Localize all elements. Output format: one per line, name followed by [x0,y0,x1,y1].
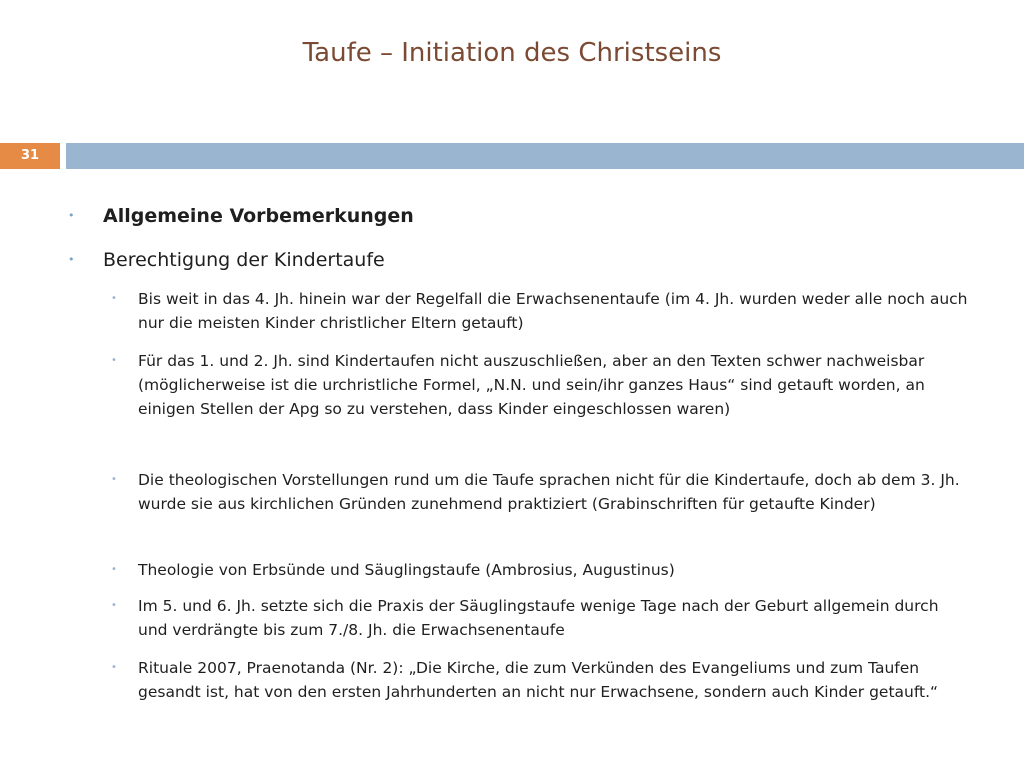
sub-bullet-dot: • [111,600,117,611]
sub-bullet-dot: • [111,662,117,673]
sub-bullet-dot: • [111,564,117,575]
sub-bullet-item: Bis weit in das 4. Jh. hinein war der Regelfall die Erwachsenentaufe (im 4. Jh. wurden weder alle noch auch nur die meisten Kinder christlicher Eltern getauft) [138,290,968,332]
slide-title: Taufe – Initiation des Christseins [302,38,722,68]
bullet-item: Berechtigung der Kindertaufe [103,249,385,271]
sub-bullet-item: Rituale 2007, Praenotanda (Nr. 2): „Die Kirche, die zum Verkünden des Evangeliums und zum Taufen gesandt ist, hat von den ersten Jahrhunderten an nicht nur Erwachsene, sondern auch Kinder getauft.“ [138,659,939,701]
sub-bullet-dot: • [111,293,117,304]
sub-bullet-item: Im 5. und 6. Jh. setzte sich die Praxis der Säuglingstaufe wenige Tage nach der Geburt allgemein durch und verdrängte bis zum 7./8. Jh. die Erwachsenentaufe [138,597,939,639]
sub-bullet-dot: • [111,474,117,485]
sub-bullet-item: Für das 1. und 2. Jh. sind Kindertaufen nicht auszuschließen, aber an den Texten schwer nachweisbar (möglicherweise ist die urchristliche Formel, „N.N. und sein/ihr ganzes Haus“ sind getauft worden, an einigen Stellen der Apg so zu verstehen, dass Kinder eingeschlossen waren) [138,352,925,418]
sub-bullet-item: Theologie von Erbsünde und Säuglingstaufe (Ambrosius, Augustinus) [138,561,675,579]
header-bar [66,143,1024,169]
bullet-dot: • [68,209,75,222]
page-number-badge: 31 [0,143,60,169]
sub-bullet-item: Die theologischen Vorstellungen rund um die Taufe sprachen nicht für die Kindertaufe, doch ab dem 3. Jh. wurde sie aus kirchlichen Gründen zunehmend praktiziert (Grabinschriften für getaufte Kinder) [138,471,960,513]
bullet-item: Allgemeine Vorbemerkungen [103,205,414,227]
sub-bullet-dot: • [111,355,117,366]
bullet-dot: • [68,253,75,266]
